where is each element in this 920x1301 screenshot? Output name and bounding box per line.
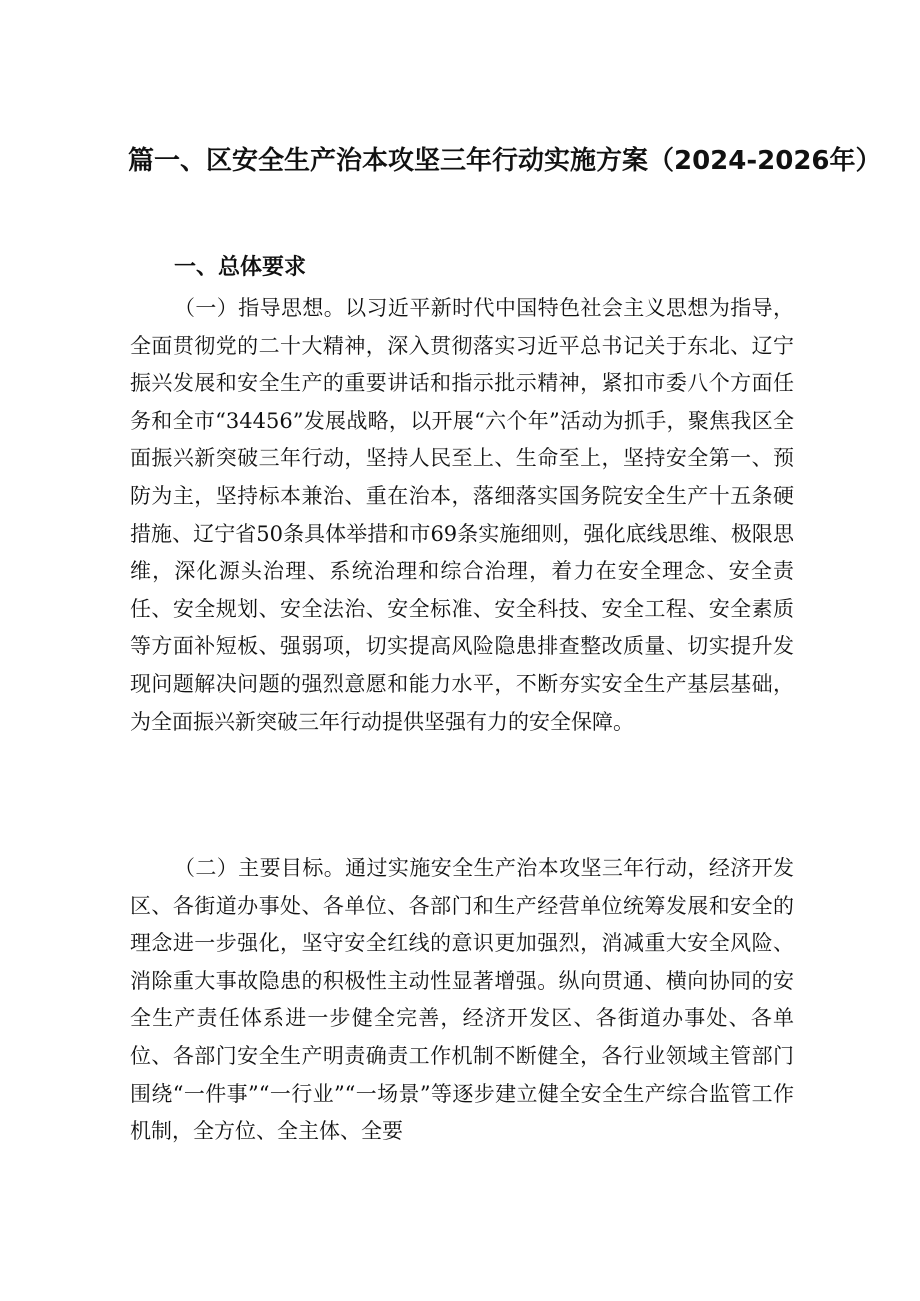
paragraph-main-goals: （二）主要目标。通过实施安全生产治本攻坚三年行动，经济开发区、各街道办事处、各单位、各部门和生产经营单位统筹发展和安全的理念进一步强化，坚守安全红线的意识更加强烈，消减重大安全风险、消除重大事故隐患的积极性主动性显著增强。纵向贯通、横向协同的安全生产责任体系进一步健全完善，经济开发区、各街道办事处、各单位、各部门安全生产明责确责工作机制不断健全，各行业领域主管部门围绕“一件事”“一行业”“一场景”等逐步建立健全安全生产综合监管工作机制，全方位、全主体、全要	[130, 856, 794, 1144]
section-heading: 一、总体要求	[174, 255, 307, 280]
paragraph-guiding-ideology: （一）指导思想。以习近平新时代中国特色社会主义思想为指导，全面贯彻党的二十大精神，深入贯彻落实习近平总书记关于东北、辽宁振兴发展和安全生产的重要讲话和指示批示精神，紧扣市委八个方面任务和全市“34456”发展战略，以开展“六个年”活动为抓手，聚焦我区全面振兴新突破三年行动，坚持人民至上、生命至上，坚持安全第一、预防为主，坚持标本兼治、重在治本，落细落实国务院安全生产十五条硬措施、辽宁省50条具体举措和市69条实施细则，强化底线思维、极限思维，深化源头治理、系统治理和综合治理，着力在安全理念、安全责任、安全规划、安全法治、安全标准、安全科技、安全工程、安全素质等方面补短板、强弱项，切实提高风险隐患排查整改质量、切实提升发现问题解决问题的强烈意愿和能力水平，不断夯实安全生产基层基础，为全面振兴新突破三年行动提供坚强有力的安全保障。	[130, 296, 794, 734]
document-title: 篇一、区安全生产治本攻坚三年行动实施方案（2024-2026年）	[128, 146, 882, 176]
